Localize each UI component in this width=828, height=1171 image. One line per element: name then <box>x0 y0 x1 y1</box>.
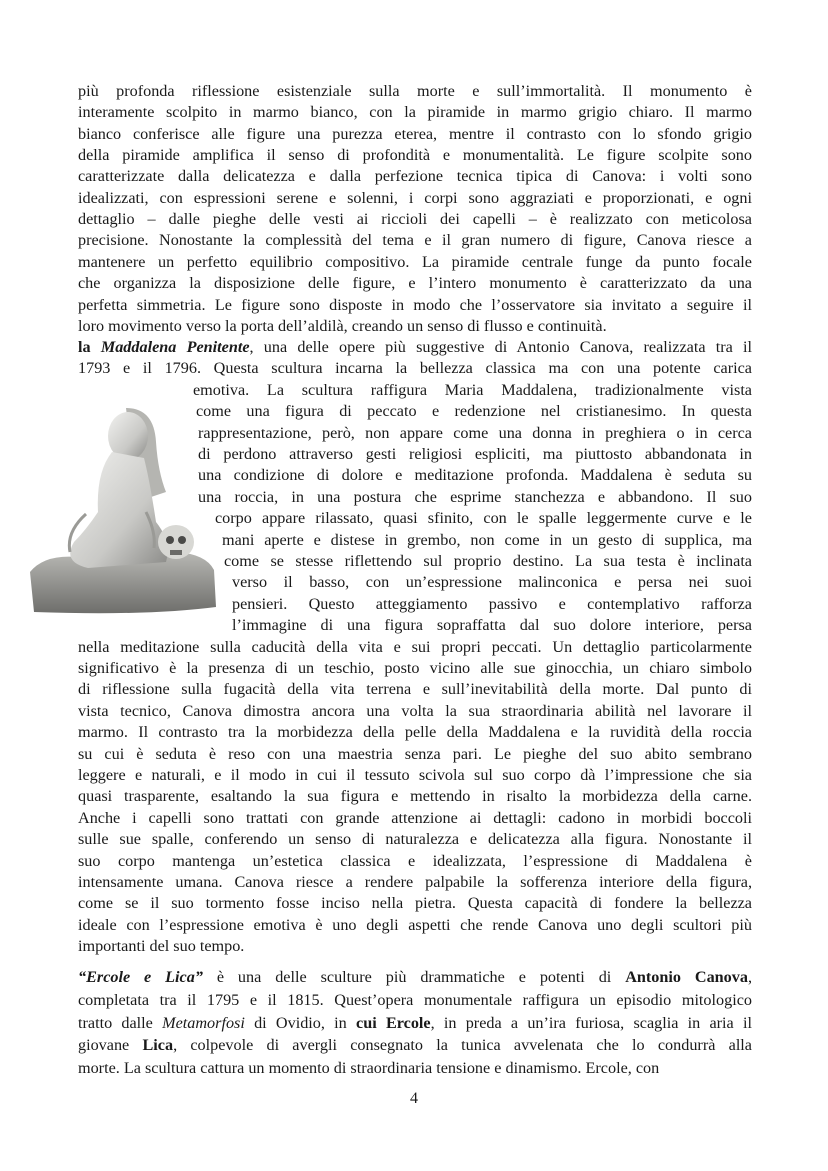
text-segment: è una delle sculture più drammatiche e potenti di <box>202 968 626 986</box>
text-line: più profonda riflessione esistenziale sulla morte e sull’immortalità. Il monumento è <box>78 82 752 100</box>
text-line: l’immagine di una figura sopraffatta dal suo dolore interiore, persa <box>232 616 752 635</box>
bold-text: Lica <box>142 1036 174 1055</box>
bold-italic-title: “Ercole e Lica” <box>78 968 203 986</box>
text-line: perfetta simmetria. Le figure sono disposte in modo che l’osservatore sia invitato a seguire il <box>78 295 752 314</box>
text-line: interamente scolpito in marmo bianco, con la piramide in marmo grigio chiaro. Il marmo <box>78 103 752 122</box>
maddalena-statue-image <box>26 402 222 616</box>
text-line: vista tecnico, Canova dimostra ancora una volta la sua straordinaria abilità nel lavorare il <box>78 701 752 720</box>
text-line: della piramide amplifica il senso di profondità e monumentalità. Le figure scolpite sono <box>78 146 752 165</box>
text-line: emotiva. La scultura raffigura Maria Maddalena, tradizionalmente vista <box>193 380 752 399</box>
text-segment: giovane <box>78 1036 143 1055</box>
text-segment: , in preda a un’ira furiosa, scaglia in aria il <box>430 1013 752 1032</box>
bold-text: la <box>78 338 101 356</box>
text-line: significativo è la presenza di un teschio, posto vicino alle sue ginocchia, un chiaro simbolo <box>78 659 752 677</box>
text-line: leggere e naturali, e il modo in cui il tessuto scivola sul suo corpo dà l’impressione che sia <box>78 766 752 784</box>
text-segment: di Ovidio, in <box>244 1013 357 1032</box>
text-line: su cui è seduta è reso con una maestria senza pari. Le pieghe del suo abito sembrano <box>78 744 752 763</box>
text-line: mani aperte e distese in grembo, non come in un gesto di supplica, ma <box>222 530 752 549</box>
text-line: 1793 e il 1796. Questa scultura incarna la bellezza classica ma con una potente carica <box>78 359 752 378</box>
text-line: pensieri. Questo atteggiamento passivo e contemplativo rafforza <box>232 594 752 613</box>
text-segment: , <box>747 968 752 986</box>
text-line: di riflessione sulla fugacità della vita terrena e sull’inevitabilità della morte. Dal punto di <box>78 680 752 699</box>
text-line: che organizza la disposizione delle figure, e l’intero monumento è caratterizzato da una <box>78 274 752 293</box>
page-number: 4 <box>410 1090 418 1107</box>
text-line: morte. La scultura cattura un momento di straordinaria tensione e dinamismo. Ercole, con <box>78 1059 660 1078</box>
italic-text: Metamorfosi <box>162 1013 245 1032</box>
text-line: importanti del suo tempo. <box>78 937 245 956</box>
text-line: bianco conferisce alle figure una purezza eterea, mentre il contrasto con lo sfondo grigio <box>78 124 752 143</box>
text-line: come se stesse riflettendo sul proprio destino. La sua testa è inclinata <box>224 552 752 570</box>
text-line: intensamente umana. Canova riesce a rendere palpabile la sofferenza interiore della figura, <box>78 873 752 891</box>
text-line: precisione. Nonostante la complessità del tema e il gran numero di figure, Canova riesce a <box>78 231 752 250</box>
text-segment: tratto dalle <box>78 1013 163 1032</box>
text-line: marmo. Il contrasto tra la morbidezza della pelle della Maddalena e la ruvidità della roccia <box>78 723 752 742</box>
text-line: completata tra il 1795 e il 1815. Quest’opera monumentale raffigura un episodio mitologico <box>78 990 752 1009</box>
text-line <box>78 336 752 358</box>
text-line <box>78 966 752 988</box>
text-line <box>78 1034 752 1056</box>
text-line: sulle sue spalle, conferendo un senso di naturalezza e delicatezza alla figura. Nonostante il <box>78 830 752 849</box>
text-line: una condizione di dolore e meditazione profonda. Maddalena è seduta su <box>198 466 752 485</box>
text-line: rappresentazione, però, non appare come una donna in preghiera o in cerca <box>198 423 752 442</box>
text-line: ideale con l’espressione emotiva è uno degli aspetti che rende Canova uno degli scultori più <box>78 915 752 934</box>
text-line: mantenere un perfetto equilibrio compositivo. La piramide centrale funge da punto focale <box>78 252 752 271</box>
text-line: una roccia, in una postura che esprime stanchezza e abbandono. Il suo <box>198 487 752 506</box>
text-line: verso il basso, con un’espressione malinconica e persa nei suoi <box>232 573 752 592</box>
text-line: idealizzati, con espressioni serene e solenni, i corpi sono aggraziati e proporzionati, e ogni <box>78 188 752 207</box>
text-segment: , una delle opere più suggestive di Antonio Canova, realizzata tra il <box>249 338 752 356</box>
text-line: caratterizzate dalla delicatezza e dalla perfezione tecnica tipica di Canova: i volti sono <box>78 167 752 186</box>
bold-text: Antonio Canova <box>625 968 748 986</box>
text-line: corpo appare rilassato, quasi sfinito, con le spalle leggermente curve e le <box>215 509 752 528</box>
text-line: come se il suo tormento fosse inciso nella pietra. Questa capacità di fondere la bellezza <box>78 894 752 913</box>
text-line: di perdono attraverso gesti religiosi espliciti, ma piuttosto abbandonata in <box>198 445 752 463</box>
text-line: come una figura di peccato e redenzione nel cristianesimo. In questa <box>196 402 752 421</box>
bold-text: cui Ercole <box>356 1013 431 1032</box>
text-line: dettaglio – dalle pieghe delle vesti ai riccioli dei capelli – è realizzato con meticolosa <box>78 210 752 229</box>
text-line <box>78 1012 752 1034</box>
text-line: quasi trasparente, esaltando la sua figura e mettendo in risalto la morbidezza della carne. <box>78 787 752 806</box>
text-line: loro movimento verso la porta dell’aldilà, creando un senso di flusso e continuità. <box>78 316 607 335</box>
text-line: Anche i capelli sono trattati con grande attenzione ai dettagli: cadono in morbidi boccoli <box>78 808 752 827</box>
text-line: suo corpo mantenga un’estetica classica e idealizzata, l’espressione di Maddalena è <box>78 851 752 870</box>
text-segment: , colpevole di avergli consegnato la tunica avvelenata che lo condurrà alla <box>173 1036 752 1055</box>
text-line: nella meditazione sulla caducità della vita e sui propri peccati. Un dettaglio particolarmente <box>78 637 752 656</box>
bold-italic-title: Maddalena Penitente <box>100 338 250 356</box>
